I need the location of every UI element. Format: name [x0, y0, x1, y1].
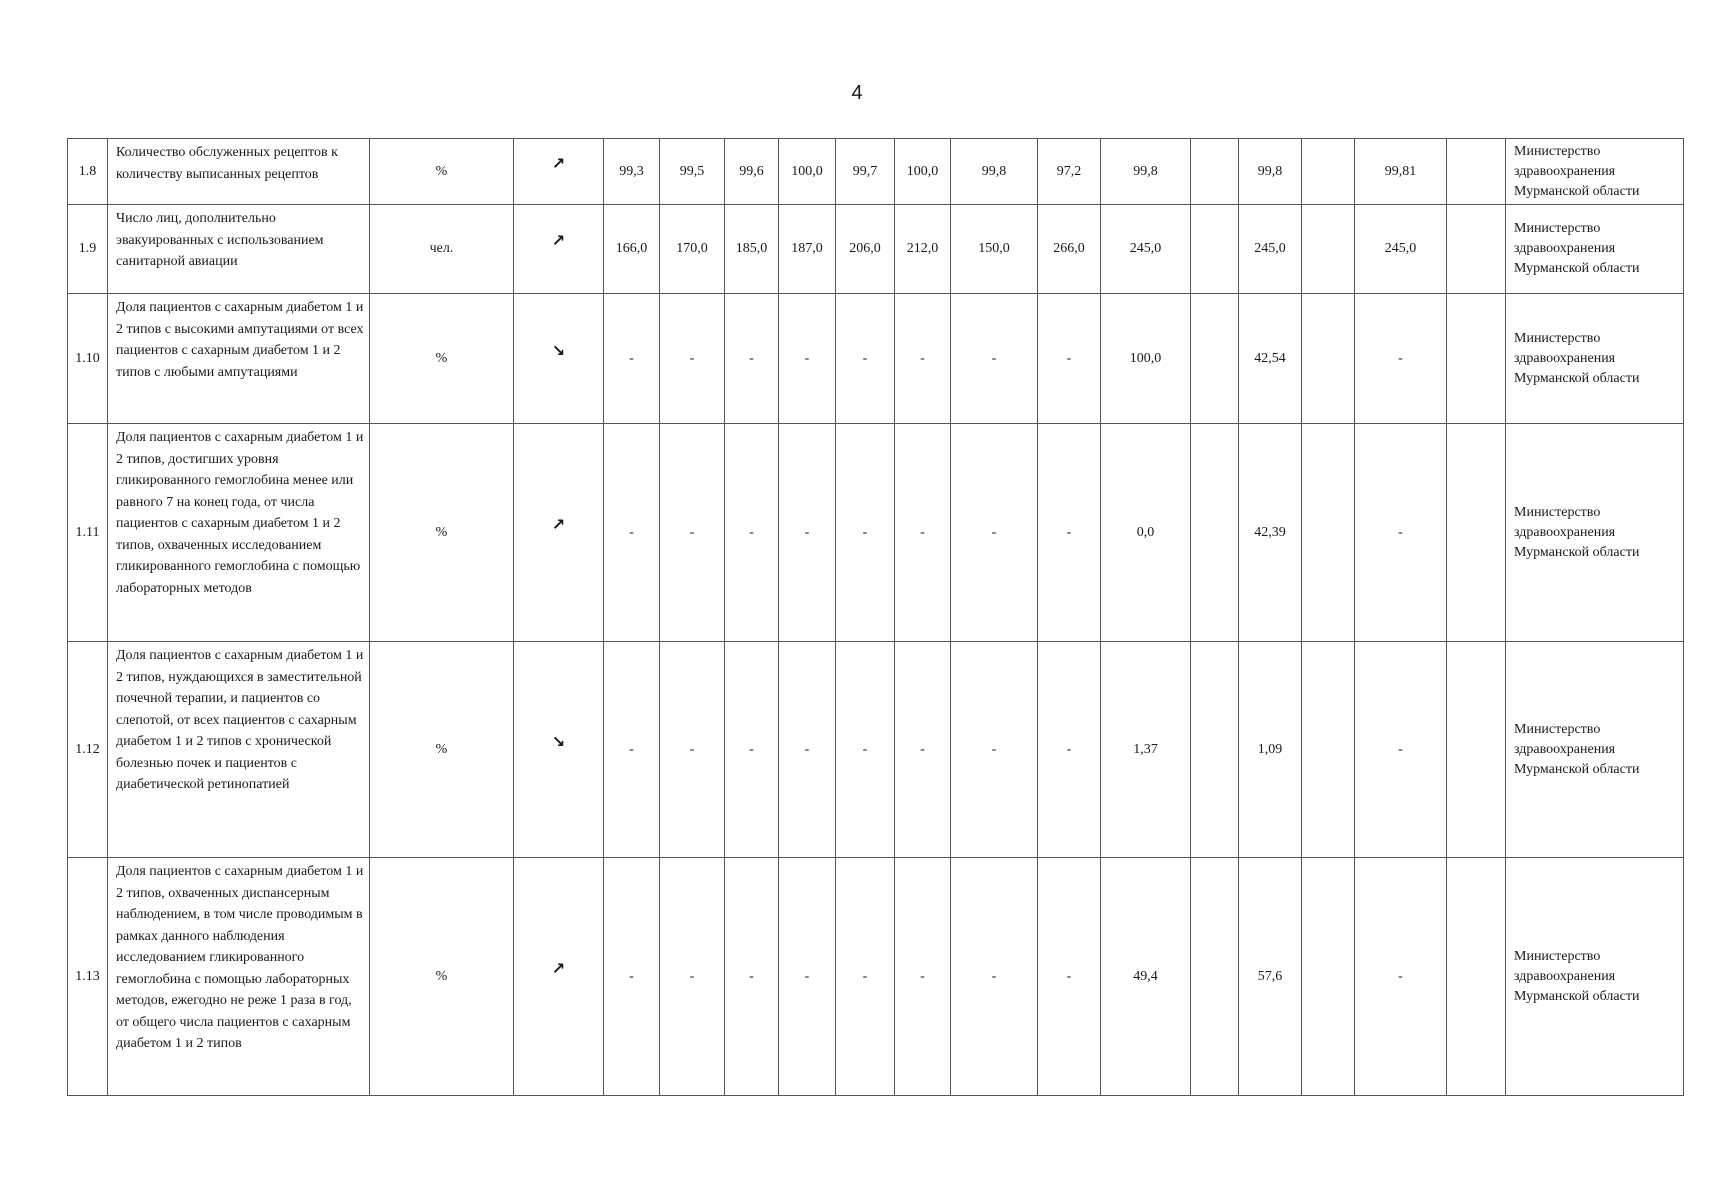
responsible-cell: Министерство здравоохранения Мурманской области [1506, 205, 1684, 294]
table-row [68, 642, 1684, 858]
unit-cell: % [370, 294, 514, 424]
value-cell: 206,0 [836, 205, 895, 294]
value-cell [1447, 139, 1506, 205]
value-cell: - [604, 642, 660, 858]
value-cell [1447, 858, 1506, 1096]
value-cell: - [836, 858, 895, 1096]
value-cell: 1,09 [1239, 642, 1302, 858]
unit-cell: % [370, 858, 514, 1096]
value-cell: - [725, 424, 779, 642]
trend-cell [514, 294, 604, 424]
value-cell [1447, 424, 1506, 642]
value-cell: 100,0 [1101, 294, 1191, 424]
value-cell: 97,2 [1038, 139, 1101, 205]
value-cell [1302, 424, 1355, 642]
trend-up-icon: ↗ [551, 514, 566, 534]
trend-up-icon: ↗ [551, 231, 566, 250]
trend-cell [514, 139, 604, 205]
value-cell [1191, 424, 1239, 642]
value-cell: 99,81 [1355, 139, 1447, 205]
indicator-name-cell: Доля пациентов с сахарным диабетом 1 и 2 типов, достигших уровня гликированного гемоглобина менее или равного 7 на конец года, от числа пациентов с сахарным диабетом 1 и 2 типов, охваченных исследованием гликированного гемоглобина с помощью лабораторных методов [108, 424, 370, 642]
value-cell: - [1038, 642, 1101, 858]
value-cell: - [604, 424, 660, 642]
value-cell: 100,0 [895, 139, 951, 205]
value-cell: - [660, 642, 725, 858]
value-cell: 170,0 [660, 205, 725, 294]
trend-cell [514, 642, 604, 858]
value-cell: - [1038, 294, 1101, 424]
row-number-cell: 1.13 [68, 858, 108, 1096]
value-cell: - [779, 424, 836, 642]
indicator-name-cell: Доля пациентов с сахарным диабетом 1 и 2 типов, нуждающихся в заместительной почечной терапии, и пациентов со слепотой, от всех пациентов с сахарным диабетом 1 и 2 типов с хронической болезнью почек и пациентов с диабетической ретинопатией [108, 642, 370, 858]
trend-cell [514, 205, 604, 294]
value-cell: 1,37 [1101, 642, 1191, 858]
value-cell: 266,0 [1038, 205, 1101, 294]
value-cell: - [836, 294, 895, 424]
value-cell: 99,6 [725, 139, 779, 205]
value-cell [1302, 642, 1355, 858]
value-cell: - [1355, 294, 1447, 424]
value-cell: 150,0 [951, 205, 1038, 294]
trend-up-icon: ↗ [551, 958, 566, 978]
table-row [68, 205, 1684, 294]
value-cell: - [660, 858, 725, 1096]
value-cell: 166,0 [604, 205, 660, 294]
value-cell: 99,8 [1101, 139, 1191, 205]
responsible-cell: Министерство здравоохранения Мурманской области [1506, 294, 1684, 424]
value-cell [1191, 205, 1239, 294]
trend-down-icon: ↘ [551, 731, 566, 751]
value-cell: 100,0 [779, 139, 836, 205]
value-cell: 185,0 [725, 205, 779, 294]
row-number-cell: 1.12 [68, 642, 108, 858]
value-cell: 57,6 [1239, 858, 1302, 1096]
value-cell: 212,0 [895, 205, 951, 294]
row-number-cell: 1.9 [68, 205, 108, 294]
responsible-cell: Министерство здравоохранения Мурманской области [1506, 858, 1684, 1096]
indicators-table [67, 138, 1684, 1096]
value-cell: - [725, 858, 779, 1096]
value-cell: - [895, 642, 951, 858]
value-cell [1302, 139, 1355, 205]
value-cell: - [1355, 858, 1447, 1096]
value-cell: - [836, 642, 895, 858]
value-cell: - [951, 642, 1038, 858]
row-number-cell: 1.10 [68, 294, 108, 424]
page-number: 4 [851, 82, 863, 104]
value-cell [1191, 858, 1239, 1096]
value-cell [1447, 642, 1506, 858]
value-cell: 42,54 [1239, 294, 1302, 424]
indicator-name-cell: Доля пациентов с сахарным диабетом 1 и 2 типов с высокими ампутациями от всех пациентов с сахарным диабетом 1 и 2 типов с любыми ампутациями [108, 294, 370, 424]
value-cell: - [604, 294, 660, 424]
trend-cell [514, 424, 604, 642]
indicator-name-cell: Доля пациентов с сахарным диабетом 1 и 2 типов, охваченных диспансерным наблюдением, в том числе проводимым в рамках данного наблюдения исследованием гликированного гемоглобина с помощью лабораторных методов, ежегодно не реже 1 раза в год, от общего числа пациентов с сахарным диабетом 1 и 2 типов [108, 858, 370, 1096]
unit-cell: % [370, 139, 514, 205]
value-cell [1447, 294, 1506, 424]
value-cell: - [779, 858, 836, 1096]
unit-cell: % [370, 642, 514, 858]
responsible-cell: Министерство здравоохранения Мурманской области [1506, 642, 1684, 858]
table-row [68, 424, 1684, 642]
value-cell: 99,3 [604, 139, 660, 205]
value-cell: - [951, 294, 1038, 424]
value-cell: - [951, 858, 1038, 1096]
value-cell: 245,0 [1101, 205, 1191, 294]
responsible-cell: Министерство здравоохранения Мурманской области [1506, 139, 1684, 205]
unit-cell: % [370, 424, 514, 642]
trend-up-icon: ↗ [551, 153, 566, 173]
value-cell: - [725, 642, 779, 858]
value-cell: 42,39 [1239, 424, 1302, 642]
value-cell: 99,7 [836, 139, 895, 205]
value-cell: 99,8 [1239, 139, 1302, 205]
responsible-cell: Министерство здравоохранения Мурманской области [1506, 424, 1684, 642]
value-cell: - [660, 424, 725, 642]
value-cell [1191, 642, 1239, 858]
value-cell: - [1038, 858, 1101, 1096]
value-cell: - [895, 424, 951, 642]
value-cell: 49,4 [1101, 858, 1191, 1096]
value-cell: - [951, 424, 1038, 642]
row-number-cell: 1.11 [68, 424, 108, 642]
trend-down-icon: ↘ [551, 340, 566, 360]
table-row [68, 139, 1684, 205]
value-cell [1447, 205, 1506, 294]
value-cell [1191, 294, 1239, 424]
value-cell: - [895, 294, 951, 424]
value-cell: 187,0 [779, 205, 836, 294]
value-cell: - [725, 294, 779, 424]
indicator-name-cell: Количество обслуженных рецептов к количеству выписанных рецептов [108, 139, 370, 205]
value-cell: 99,8 [951, 139, 1038, 205]
row-number-cell: 1.8 [68, 139, 108, 205]
value-cell: 245,0 [1239, 205, 1302, 294]
value-cell: - [779, 642, 836, 858]
value-cell: - [1355, 642, 1447, 858]
value-cell [1191, 139, 1239, 205]
value-cell: - [895, 858, 951, 1096]
value-cell [1302, 294, 1355, 424]
value-cell: - [1038, 424, 1101, 642]
value-cell [1302, 858, 1355, 1096]
value-cell: 0,0 [1101, 424, 1191, 642]
table-row [68, 858, 1684, 1096]
unit-cell: чел. [370, 205, 514, 294]
indicator-name-cell: Число лиц, дополнительно эвакуированных с использованием санитарной авиации [108, 205, 370, 294]
table-row [68, 294, 1684, 424]
value-cell: 99,5 [660, 139, 725, 205]
trend-cell [514, 858, 604, 1096]
value-cell: - [779, 294, 836, 424]
value-cell: 245,0 [1355, 205, 1447, 294]
value-cell: - [1355, 424, 1447, 642]
value-cell: - [660, 294, 725, 424]
value-cell: - [604, 858, 660, 1096]
value-cell [1302, 205, 1355, 294]
value-cell: - [836, 424, 895, 642]
